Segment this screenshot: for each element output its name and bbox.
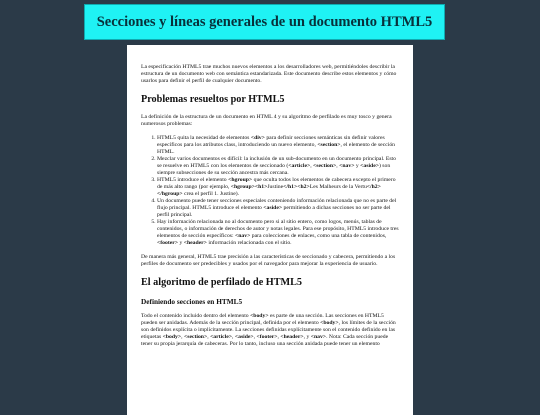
subheading-defining-sections: Definiendo secciones en HTML5 <box>141 297 243 306</box>
section-heading-problems: Problemas resueltos por HTML5 <box>141 94 285 105</box>
list-item: 2. Mezclar varios documentos es difícil: la inclusión de un sub-documento en un documento principal. Esto se resuelve en HTML5 con los elementos de seccionado (<article>, <section>, <nav> y <aside>) son siempre subsecciones de su sección ancestra más cercana. <box>157 156 399 177</box>
sections-paragraph: Todo el contenido incluido dentro del elemento <body> es parte de una sección. Las secciones en HTML5 pueden ser anidadas. Además de la sección principal, definida por el elemento <body>, los límites de la sección son definidos explícita o implícitamente. La secciones definidas explícitamente son el contenido definido en las etiquetas <body>, <section>, <article>, <aside>, <footer>, <header>, y <nav>. Nota: Cada sección puede tener su propia jerarquía de cabeceras. Por lo tanto, incluso una sección anidada puede tener un elemento <box>141 313 396 347</box>
closing-paragraph: De manera más general, HTML5 trae precisión a las características de seccionado y cabecera, permitiendo a los perfiles de documento ser predecibles y usados por el navegador para mejorar la experiencia de usuario. <box>141 254 396 267</box>
article-content <box>127 45 413 415</box>
page-title: Secciones y líneas generales de un documento HTML5 <box>96 13 433 30</box>
list-item: 4. Un documento puede tener secciones especiales conteniendo información relacionada que no es parte del flujo principal. HTML5 introduce el elemento <aside> permitiendo a dichas secciones no ser parte del perfil principal. <box>157 198 399 219</box>
intro-paragraph: La especificación HTML5 trae muchos nuevos elementos a los desarrolladores web, permitiéndoles describir la estructura de un documento web con semántica estandarizada. Este documento describe estos elementos y cómo usarlos para definir el perfil de cualquier documento. <box>141 64 397 84</box>
problems-paragraph: La definición de la estructura de un documento en HTML 4 y su algoritmo de perfilado es muy tosco y genera numerosos problemas: <box>141 114 392 127</box>
list-item: 5. Hay información relacionada no al documento pero si al sitio entero, como logos, menús, tablas de contenidos, o información de derechos de autor y notas legales. Para ese propósito, HTML5 introduce tres elementos de sección específicos: <nav> para colecciones de enlaces, como una tabla de contenidos, <footer> y <header> información relacionada con el sitio. <box>157 219 399 247</box>
list-item: 3. HTML5 introduce el elemento <hgroup> que oculta todos los elementos de cabecera excepto el primero de más alto rango (por ejemplo, <hgroup><h1>Justine</h1><h2>Les Malheurs de la Vertu</h2></hgroup> crea el perfil 1. Justine). <box>157 177 399 198</box>
page-header <box>84 4 445 40</box>
problems-list <box>141 135 399 247</box>
list-item: 1. HTML5 quita la necesidad de elementos <div> para definir secciones semánticas sin definir valores específicos para los atributos class, introduciendo un nuevo elemento, <section>, el elemento de sección HTML. <box>157 135 399 156</box>
section-heading-algorithm: El algoritmo de perfilado de HTML5 <box>141 277 303 288</box>
